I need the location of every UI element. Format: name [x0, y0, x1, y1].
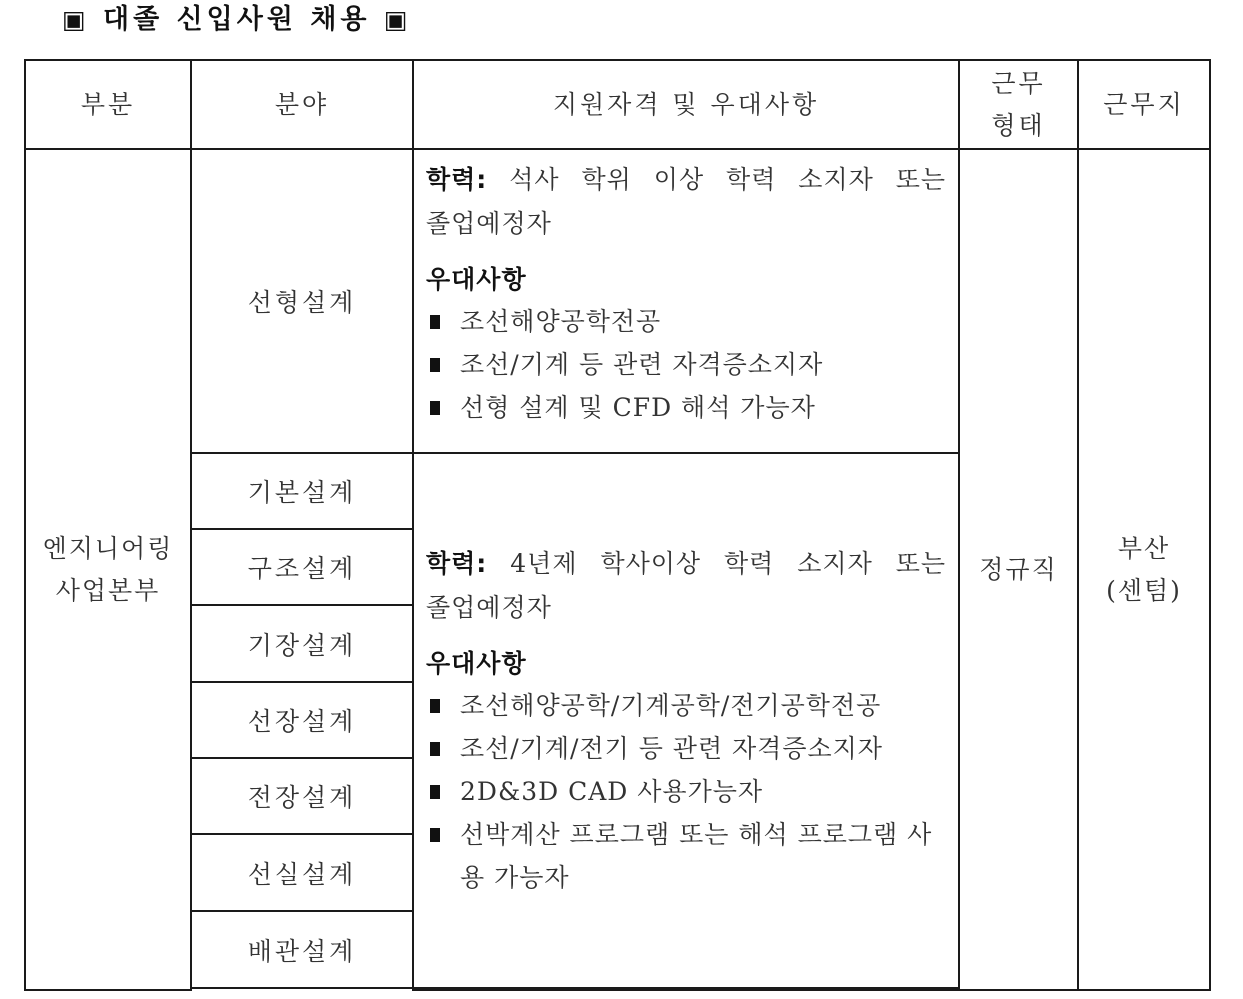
education-tail: 졸업예정자	[426, 593, 552, 622]
list-item: 조선/기계/전기 등 관련 자격증소지자	[426, 727, 946, 770]
table-row	[25, 149, 1210, 453]
location-line2: (센텀)	[1106, 575, 1182, 605]
header-employment-type-line2: 형태	[991, 110, 1046, 140]
header-field: 분야	[191, 60, 413, 149]
employment-type-cell: 정규직	[959, 149, 1078, 990]
spacer-cell	[413, 988, 959, 990]
education-label: 학력:	[426, 165, 488, 194]
education-requirement	[426, 158, 946, 202]
square-bullet-icon	[430, 699, 440, 713]
preference-heading: 우대사항	[426, 649, 527, 678]
division-line1: 엔지니어링	[42, 533, 174, 563]
square-bullet-icon	[430, 358, 440, 372]
qualification-cell-group2	[413, 453, 959, 988]
title-text: 대졸 신입사원 채용	[103, 4, 371, 35]
square-bullet-icon	[430, 785, 440, 799]
education-tail: 졸업예정자	[426, 209, 552, 238]
header-employment-type	[959, 60, 1078, 149]
division-line2: 사업본부	[55, 575, 161, 605]
education-text: 4년제 학사이상 학력 소지자 또는	[510, 549, 946, 578]
page-title	[62, 2, 412, 38]
list-item: 선박계산 프로그램 또는 해석 프로그램 사용 가능자	[426, 813, 946, 899]
field-cell: 선장설계	[191, 682, 413, 758]
title-square-mark-left: ▣	[62, 5, 90, 34]
square-bullet-icon	[430, 315, 440, 329]
education-label: 학력:	[426, 549, 488, 578]
header-division: 부분	[25, 60, 191, 149]
header-row	[25, 60, 1210, 149]
education-requirement	[426, 542, 946, 586]
location-cell	[1078, 149, 1210, 990]
division-cell	[25, 149, 191, 990]
qualification-cell-group1	[413, 149, 959, 453]
square-bullet-icon	[430, 401, 440, 415]
recruitment-table	[24, 59, 1211, 991]
header-qualification: 지원자격 및 우대사항	[413, 60, 959, 149]
square-bullet-icon	[430, 828, 440, 842]
list-item: 조선해양공학/기계공학/전기공학전공	[426, 684, 946, 727]
preference-heading: 우대사항	[426, 265, 527, 294]
location-line1: 부산	[1117, 533, 1171, 563]
field-cell: 전장설계	[191, 758, 413, 834]
education-text: 석사 학위 이상 학력 소지자 또는	[509, 165, 947, 194]
field-cell: 기본설계	[191, 453, 413, 529]
list-item: 조선/기계 등 관련 자격증소지자	[426, 343, 946, 386]
list-item: 선형 설계 및 CFD 해석 가능자	[426, 386, 946, 429]
title-square-mark-right: ▣	[383, 5, 412, 34]
square-bullet-icon	[430, 742, 440, 756]
field-cell: 선실설계	[191, 834, 413, 911]
spacer-cell	[191, 988, 413, 990]
field-cell: 배관설계	[191, 911, 413, 988]
header-employment-type-line1: 근무	[991, 68, 1046, 98]
header-location: 근무지	[1078, 60, 1210, 149]
list-item: 2D&3D CAD 사용가능자	[426, 770, 946, 813]
field-cell: 기장설계	[191, 605, 413, 682]
list-item: 조선해양공학전공	[426, 300, 946, 343]
field-cell: 구조설계	[191, 529, 413, 605]
field-cell: 선형설계	[191, 149, 413, 453]
